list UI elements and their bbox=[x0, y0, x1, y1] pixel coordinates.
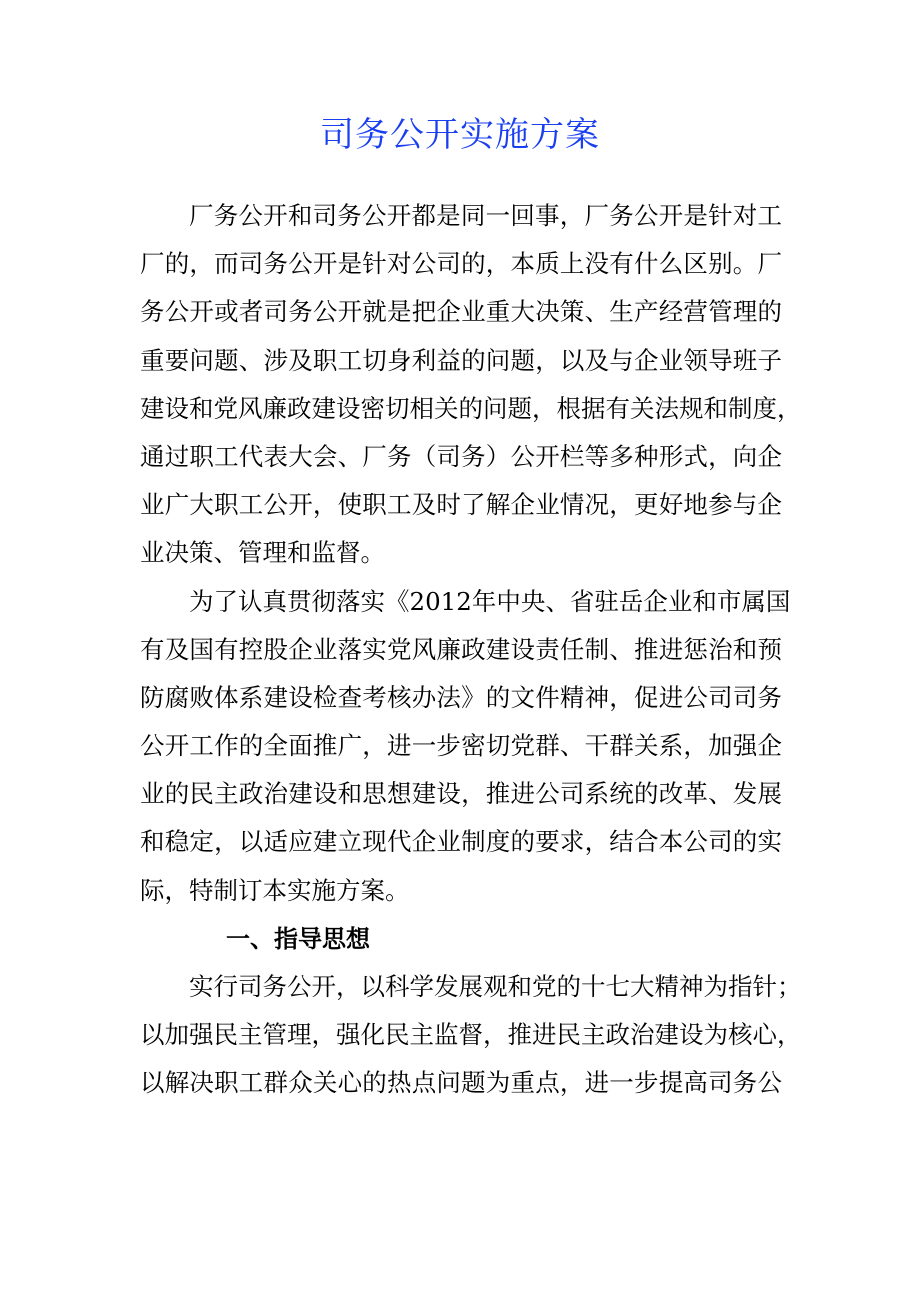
text-line: 和稳定，以适应建立现代企业制度的要求，结合本公司的实 bbox=[140, 827, 782, 857]
text-line: 防腐败体系建设检查考核办法》的文件精神，促进公司司务 bbox=[140, 682, 782, 712]
text-line: 以加强民主管理，强化民主监督，推进民主政治建设为核心， bbox=[140, 1020, 802, 1050]
text-line: 公开工作的全面推广，进一步密切党群、干群关系，加强企 bbox=[140, 731, 782, 761]
text-line: 为了认真贯彻落实《2012年中央、省驻岳企业和市属国 bbox=[189, 586, 791, 616]
text-line: 业决策、管理和监督。 bbox=[140, 538, 385, 568]
text-line: 实行司务公开，以科学发展观和党的十七大精神为指针； bbox=[189, 972, 802, 1001]
paragraph-intro bbox=[140, 192, 802, 578]
paragraph-guiding-ideology bbox=[140, 963, 802, 1108]
paragraph-purpose bbox=[140, 578, 791, 915]
text-line: 有及国有控股企业落实党风廉政建设责任制、推进惩治和预 bbox=[140, 634, 782, 664]
text-line: 业广大职工公开，使职工及时了解企业情况，更好地参与企 bbox=[140, 490, 782, 520]
section-heading: 一、指导思想 bbox=[226, 924, 370, 953]
document-title: 司务公开实施方案 bbox=[320, 115, 600, 155]
text-line: 务公开或者司务公开就是把企业重大决策、生产经营管理的 bbox=[140, 297, 782, 327]
text-line: 际，特制订本实施方案。 bbox=[140, 875, 410, 905]
text-line: 重要问题、涉及职工切身利益的问题，以及与企业领导班子 bbox=[140, 345, 782, 375]
text-line: 以解决职工群众关心的热点问题为重点，进一步提高司务公 bbox=[140, 1068, 782, 1098]
text-line: 厂的，而司务公开是针对公司的，本质上没有什么区别。厂 bbox=[140, 249, 782, 279]
text-line: 通过职工代表大会、厂务（司务）公开栏等多种形式，向企 bbox=[140, 441, 782, 471]
text-line: 建设和党风廉政建设密切相关的问题，根据有关法规和制度， bbox=[140, 393, 802, 423]
text-line: 业的民主政治建设和思想建设，推进公司系统的改革、发展 bbox=[140, 779, 782, 809]
text-line: 厂务公开和司务公开都是同一回事，厂务公开是针对工 bbox=[189, 201, 782, 230]
document-body bbox=[140, 192, 802, 1108]
